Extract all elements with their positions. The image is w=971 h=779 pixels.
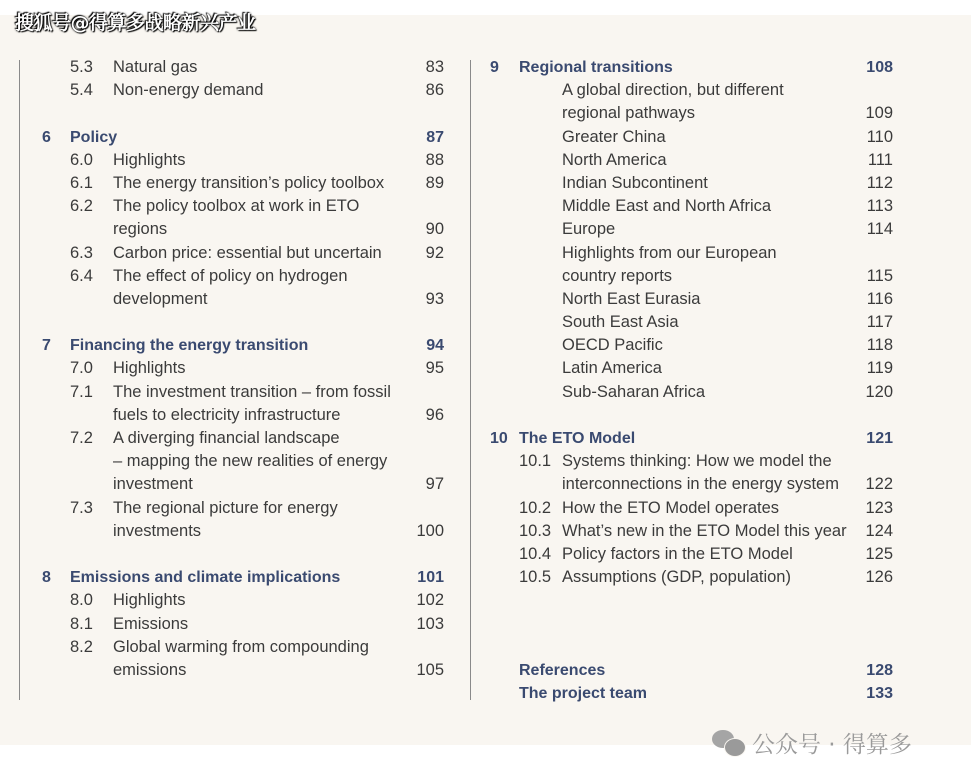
toc-page-number: 119 bbox=[866, 359, 893, 378]
toc-page-number: 83 bbox=[425, 58, 444, 76]
toc-entry-number: 6.3 bbox=[70, 243, 93, 262]
toc-entry-number: 5.4 bbox=[70, 81, 93, 100]
toc-page-number: 133 bbox=[866, 685, 893, 703]
toc-entry[interactable] bbox=[460, 497, 920, 520]
toc-page-number: 94 bbox=[426, 337, 444, 355]
toc-entry[interactable] bbox=[0, 473, 460, 496]
toc-entry-title: Indian Subcontinent bbox=[562, 173, 708, 192]
toc-entry-title: The policy toolbox at work in ETO bbox=[113, 197, 360, 216]
toc-section-heading[interactable] bbox=[460, 427, 920, 450]
toc-page-number: 115 bbox=[866, 266, 893, 285]
toc-section-heading[interactable] bbox=[460, 682, 920, 705]
wechat-icon bbox=[712, 730, 746, 756]
toc-entry-title: Middle East and North Africa bbox=[562, 197, 772, 216]
toc-entry-number: 6 bbox=[42, 128, 51, 146]
toc-entry[interactable] bbox=[460, 520, 920, 543]
toc-page-number: 124 bbox=[865, 521, 893, 540]
toc-entry[interactable] bbox=[460, 288, 920, 311]
toc-entry[interactable] bbox=[0, 218, 460, 241]
toc-page-number: 105 bbox=[416, 660, 444, 679]
toc-entry-number: 6.0 bbox=[70, 150, 93, 169]
toc-page-number: 109 bbox=[865, 104, 893, 123]
toc-entry[interactable] bbox=[460, 381, 920, 404]
toc-page-number: 113 bbox=[866, 197, 893, 216]
toc-entry-number: 8.0 bbox=[70, 591, 93, 610]
toc-entry[interactable] bbox=[0, 450, 460, 473]
toc-entry-title: Highlights bbox=[113, 591, 186, 610]
toc-entry-title: – mapping the new realities of energy bbox=[113, 452, 388, 471]
toc-page-number: 112 bbox=[866, 173, 893, 192]
toc-entry[interactable] bbox=[460, 172, 920, 195]
spacer bbox=[0, 311, 460, 334]
toc-entry-title: Policy factors in the ETO Model bbox=[562, 544, 793, 563]
toc-entry-number: 5.3 bbox=[70, 58, 93, 76]
toc-entry[interactable] bbox=[0, 56, 460, 79]
toc-entry-title: Regional transitions bbox=[519, 59, 673, 76]
toc-entry-title: regions bbox=[113, 220, 168, 239]
toc-entry[interactable] bbox=[0, 427, 460, 450]
toc-entry-title: investment bbox=[113, 475, 193, 494]
toc-page-number: 108 bbox=[866, 59, 893, 76]
toc-entry-number: 6.4 bbox=[70, 266, 93, 285]
toc-page-number: 128 bbox=[866, 661, 893, 679]
toc-right-column bbox=[460, 56, 920, 705]
toc-entry-number: 8.2 bbox=[70, 637, 93, 656]
toc-entry-title: Highlights bbox=[113, 150, 186, 169]
toc-entry[interactable] bbox=[460, 265, 920, 288]
toc-entry[interactable] bbox=[460, 357, 920, 380]
toc-page-number: 100 bbox=[416, 521, 444, 540]
spacer bbox=[460, 589, 920, 612]
toc-entry-title: Systems thinking: How we model the bbox=[562, 452, 832, 471]
spacer bbox=[460, 613, 920, 636]
toc-entry-title: The ETO Model bbox=[519, 430, 636, 447]
toc-entry[interactable] bbox=[460, 102, 920, 125]
toc-entry-title: The investment transition – from fossil bbox=[113, 382, 391, 401]
toc-page-number: 93 bbox=[425, 289, 444, 308]
toc-entry-title: Greater China bbox=[562, 127, 666, 146]
toc-entry[interactable] bbox=[0, 659, 460, 682]
toc-entry-number: 10.5 bbox=[519, 568, 552, 587]
toc-entry[interactable] bbox=[0, 357, 460, 380]
toc-entry-title: The project team bbox=[519, 685, 648, 703]
toc-page-number: 110 bbox=[866, 127, 893, 146]
toc-entry[interactable] bbox=[0, 613, 460, 636]
toc-entry[interactable] bbox=[460, 149, 920, 172]
toc-entry[interactable] bbox=[0, 172, 460, 195]
toc-left-column bbox=[0, 56, 460, 682]
toc-entry-title: How the ETO Model operates bbox=[562, 498, 780, 517]
toc-section-heading[interactable] bbox=[460, 56, 920, 79]
toc-entry-title: A global direction, but different bbox=[562, 81, 784, 100]
toc-entry[interactable] bbox=[460, 334, 920, 357]
toc-entry[interactable] bbox=[460, 218, 920, 241]
toc-entry-number: 10 bbox=[490, 430, 508, 447]
toc-entry-number: 7.2 bbox=[70, 429, 93, 447]
toc-page-number: 101 bbox=[417, 569, 444, 587]
toc-entry-number: 7.0 bbox=[70, 359, 93, 378]
toc-page-number: 90 bbox=[425, 220, 444, 239]
toc-entry[interactable] bbox=[460, 79, 920, 102]
toc-entry[interactable] bbox=[460, 473, 920, 496]
toc-entry-title: regional pathways bbox=[562, 104, 695, 123]
toc-entry-number: 7 bbox=[42, 337, 51, 355]
toc-entry[interactable] bbox=[0, 149, 460, 172]
spacer bbox=[460, 636, 920, 659]
toc-page-number: 123 bbox=[865, 498, 893, 517]
toc-entry[interactable] bbox=[0, 242, 460, 265]
toc-entry-title: Carbon price: essential but uncertain bbox=[113, 243, 382, 262]
toc-entry[interactable] bbox=[0, 288, 460, 311]
toc-entry-title: Sub-Saharan Africa bbox=[562, 382, 706, 401]
toc-page-number: 121 bbox=[866, 430, 893, 447]
toc-entry-title: The effect of policy on hydrogen bbox=[113, 266, 348, 285]
toc-section-heading[interactable] bbox=[460, 659, 920, 682]
watermark-bottom-text: 公众号 · 得算多 bbox=[752, 732, 912, 758]
toc-entry-number: 8 bbox=[42, 569, 51, 587]
toc-page-number: 97 bbox=[425, 475, 444, 494]
toc-entry-title: Non-energy demand bbox=[113, 81, 264, 100]
toc-entry[interactable] bbox=[0, 381, 460, 404]
toc-entry-title: South East Asia bbox=[562, 313, 679, 332]
toc-entry-title: References bbox=[519, 661, 606, 679]
toc-page-number: 114 bbox=[866, 220, 893, 239]
spacer bbox=[0, 543, 460, 566]
toc-entry[interactable] bbox=[460, 566, 920, 589]
toc-entry[interactable] bbox=[0, 404, 460, 427]
toc-page-number: 87 bbox=[426, 128, 444, 146]
toc-page-number: 126 bbox=[865, 568, 893, 587]
toc-section-heading[interactable] bbox=[0, 566, 460, 589]
toc-entry-title: interconnections in the energy system bbox=[562, 475, 839, 494]
toc-entry-title: emissions bbox=[113, 660, 187, 679]
toc-entry-number: 10.1 bbox=[519, 452, 552, 471]
toc-entry-number: 6.1 bbox=[70, 173, 93, 192]
toc-entry-title: Global warming from compounding bbox=[113, 637, 369, 656]
toc-entry-title: A diverging financial landscape bbox=[113, 429, 340, 447]
toc-entry[interactable] bbox=[460, 311, 920, 334]
toc-entry-title: North America bbox=[562, 150, 667, 169]
toc-page-number: 88 bbox=[425, 150, 444, 169]
toc-entry-title: Assumptions (GDP, population) bbox=[562, 568, 791, 587]
toc-section-heading[interactable] bbox=[0, 126, 460, 149]
toc-entry[interactable] bbox=[460, 195, 920, 218]
toc-entry-title: country reports bbox=[562, 266, 673, 285]
toc-entry[interactable] bbox=[0, 520, 460, 543]
toc-page-number: 96 bbox=[425, 405, 444, 424]
toc-entry[interactable] bbox=[0, 497, 460, 520]
toc-entry-number: 10.2 bbox=[519, 498, 552, 517]
toc-entry-title: Emissions and climate implications bbox=[70, 569, 341, 587]
toc-entry-title: North East Eurasia bbox=[562, 289, 701, 308]
toc-entry[interactable] bbox=[0, 195, 460, 218]
toc-entry-number: 10.4 bbox=[519, 544, 552, 563]
toc-entry-number: 10.3 bbox=[519, 521, 552, 540]
toc-entry-title: investments bbox=[113, 521, 202, 540]
toc-entry-number: 8.1 bbox=[70, 614, 93, 633]
toc-entry-title: The energy transition’s policy toolbox bbox=[113, 173, 385, 192]
toc-entry-number: 9 bbox=[490, 59, 499, 76]
toc-entry-title: Latin America bbox=[562, 359, 662, 378]
toc-entry-title: fuels to electricity infrastructure bbox=[113, 405, 341, 424]
toc-entry-title: The regional picture for energy bbox=[113, 498, 338, 517]
toc-entry-title: Highlights bbox=[113, 359, 186, 378]
toc-entry[interactable] bbox=[0, 79, 460, 102]
toc-page-number: 120 bbox=[865, 382, 893, 401]
toc-entry-title: Europe bbox=[562, 220, 616, 239]
spacer bbox=[0, 102, 460, 125]
toc-entry-number: 6.2 bbox=[70, 197, 93, 216]
watermark-top: 搜狐号@得算多战略新兴产业 bbox=[15, 12, 256, 34]
toc-page-number: 102 bbox=[416, 591, 444, 610]
toc-page-number: 116 bbox=[866, 289, 893, 308]
watermark-bottom bbox=[712, 726, 912, 759]
toc-entry-number: 7.1 bbox=[70, 382, 93, 401]
toc-page-number: 92 bbox=[425, 243, 444, 262]
toc-page-number: 89 bbox=[425, 173, 444, 192]
toc-page-number: 103 bbox=[416, 614, 444, 633]
toc-page-number: 95 bbox=[425, 359, 444, 378]
toc-entry-title: Natural gas bbox=[113, 58, 198, 76]
toc-entry-title: Highlights from our European bbox=[562, 243, 777, 262]
toc-entry-title: OECD Pacific bbox=[562, 336, 663, 355]
toc-entry[interactable] bbox=[0, 589, 460, 612]
toc-entry[interactable] bbox=[0, 636, 460, 659]
toc-entry[interactable] bbox=[460, 450, 920, 473]
toc-entry[interactable] bbox=[460, 543, 920, 566]
toc-page-number: 117 bbox=[866, 313, 893, 332]
toc-entry-title: Emissions bbox=[113, 614, 189, 633]
toc-page-number: 86 bbox=[425, 81, 444, 100]
toc-page-number: 118 bbox=[866, 336, 893, 355]
toc-page-number: 122 bbox=[865, 475, 893, 494]
toc-section-heading[interactable] bbox=[0, 334, 460, 357]
toc-entry[interactable] bbox=[460, 126, 920, 149]
toc-entry[interactable] bbox=[460, 242, 920, 265]
toc-entry-title: Policy bbox=[70, 128, 118, 146]
toc-entry[interactable] bbox=[0, 265, 460, 288]
toc-page-number: 125 bbox=[865, 544, 893, 563]
toc-entry-number: 7.3 bbox=[70, 498, 93, 517]
toc-page-number: 111 bbox=[867, 150, 893, 169]
toc-entry-title: Financing the energy transition bbox=[70, 337, 309, 355]
toc-entry-title: What’s new in the ETO Model this year bbox=[562, 521, 847, 540]
spacer bbox=[460, 404, 920, 427]
toc-entry-title: development bbox=[113, 289, 208, 308]
